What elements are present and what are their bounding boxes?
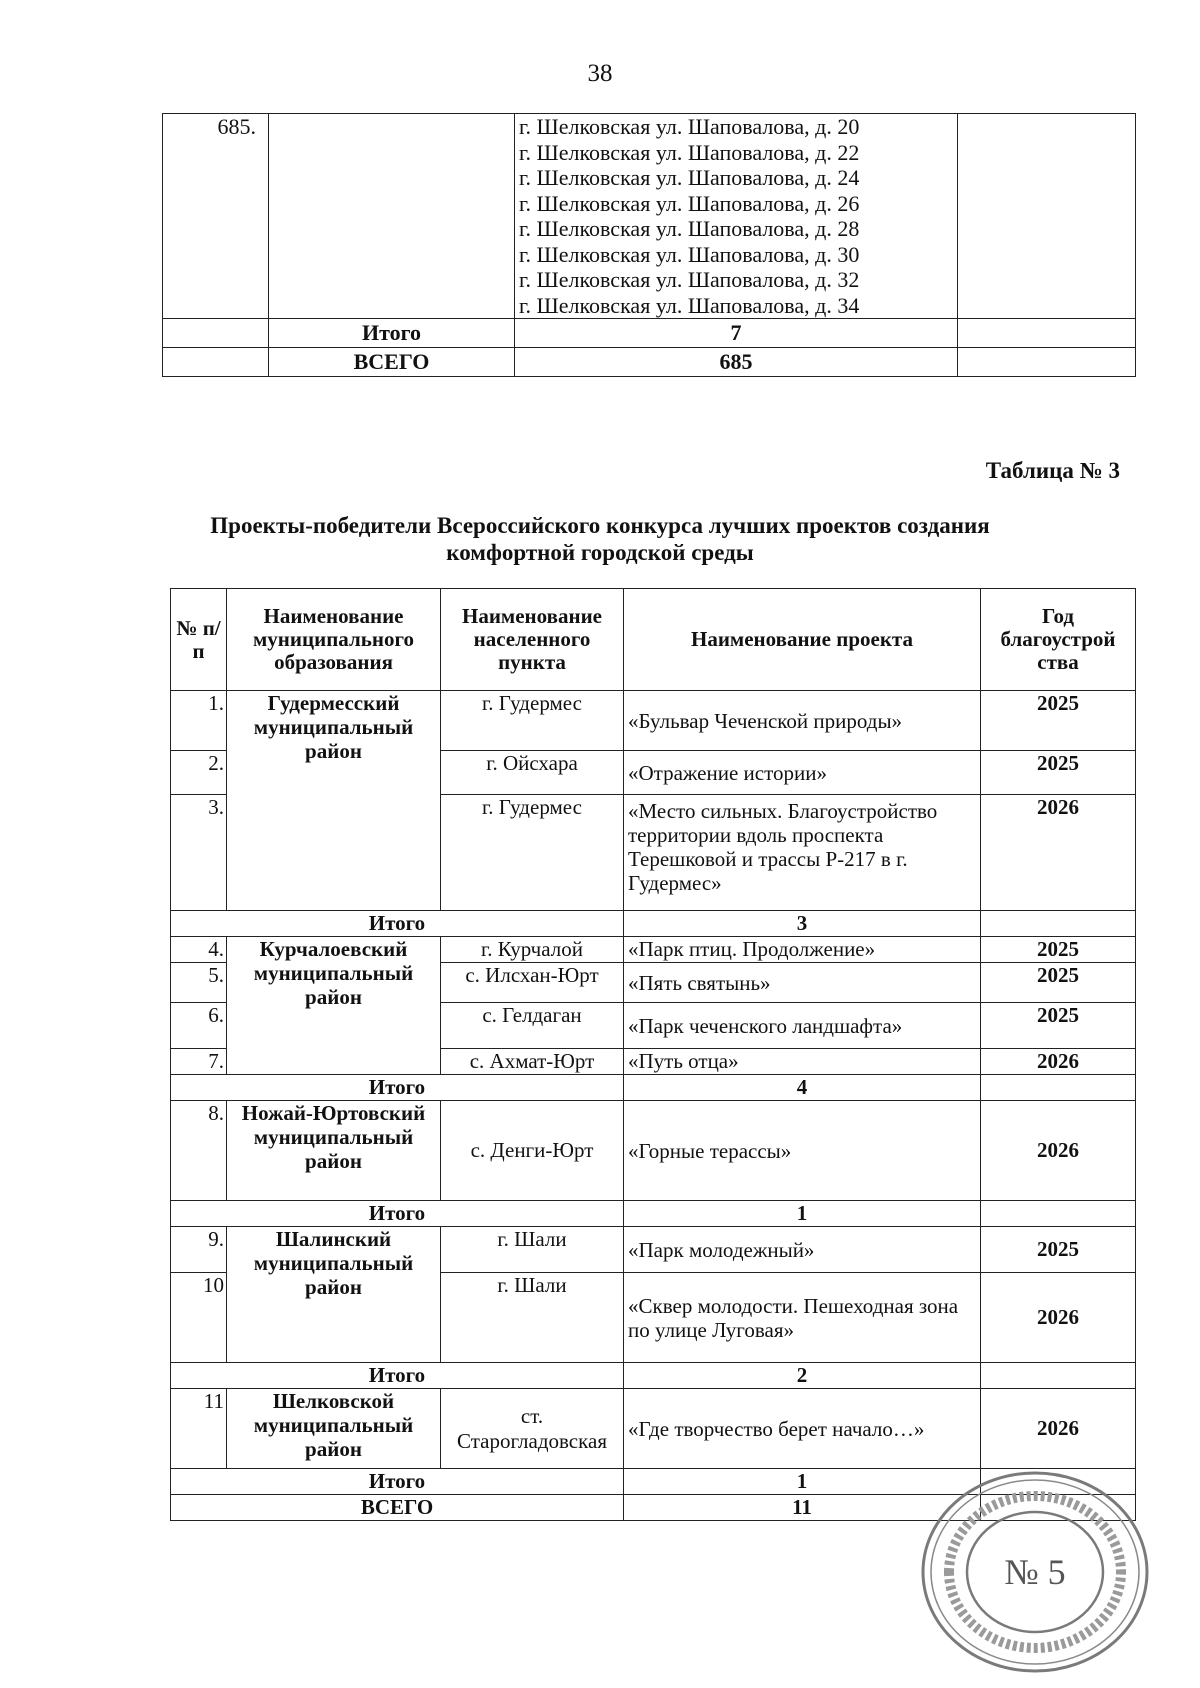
year-cell: 2026: [981, 1389, 1136, 1469]
empty-cell: [981, 911, 1136, 937]
table-title: Проекты-победители Всероссийского конкурса лучших проектов создания комфортной городской среды: [210, 513, 990, 565]
settlement-cell: г. Гудермес: [441, 795, 624, 911]
subtotal-label: Итого: [171, 1201, 624, 1227]
project-cell: «Пять святынь»: [624, 963, 981, 1003]
row-number: 8.: [171, 1101, 227, 1201]
settlement-cell: г. Гудермес: [441, 691, 624, 751]
page-number: 38: [587, 60, 613, 87]
address-line: г. Шелковская ул. Шаповалова, д. 26: [519, 190, 860, 216]
header-municipality: Наименование муниципального образования: [227, 589, 441, 691]
municipality-cell: Шелковской муниципальный район: [227, 1389, 441, 1469]
row-number: 9.: [171, 1227, 227, 1273]
header-project: Наименование проекта: [624, 589, 981, 691]
subtotal-label: Итого: [269, 319, 515, 348]
total-row: [163, 348, 1136, 377]
address-line: г. Шелковская ул. Шаповалова, д. 32: [519, 267, 860, 292]
subtotal-value: 1: [624, 1201, 981, 1227]
subtotal-value: 1: [624, 1469, 981, 1495]
row-number: 5.: [171, 963, 227, 1003]
year-cell: 2026: [981, 1273, 1136, 1363]
municipality-cell: Шалинский муниципальный район: [227, 1227, 441, 1363]
address-line: г. Шелковская ул. Шаповалова, д. 22: [519, 139, 860, 165]
empty-cell: [163, 319, 269, 348]
address-line: г. Шелковская ул. Шаповалова, д. 20: [519, 114, 860, 139]
project-cell: «Место сильных. Благоустройство территории вдоль проспекта Терешковой и трассы Р-217 в г. Гудермес»: [624, 795, 981, 911]
row-number: 10: [171, 1273, 227, 1363]
row-number: 6.: [171, 1003, 227, 1049]
municipality-cell: Ножай-Юртовский муниципальный район: [227, 1101, 441, 1201]
project-cell: «Парк молодежный»: [624, 1227, 981, 1273]
settlement-cell: с. Гелдаган: [441, 1003, 624, 1049]
address-line: г. Шелковская ул. Шаповалова, д. 28: [519, 216, 860, 241]
subtotal-label: Итого: [171, 1363, 624, 1389]
project-cell: «Парк чеченского ландшафта»: [624, 1003, 981, 1049]
empty-cell: [981, 1363, 1136, 1389]
address-list: [515, 114, 958, 319]
row-number: 4.: [171, 937, 227, 963]
subtotal-value: 7: [515, 319, 958, 348]
municipality-cell: Гудермесский муниципальный район: [227, 691, 441, 911]
table-row: [163, 114, 1136, 319]
row-number: 7.: [171, 1049, 227, 1075]
empty-cell: [269, 114, 515, 319]
table-row: [171, 691, 1136, 751]
subtotal-row: [171, 1201, 1136, 1227]
row-number: 685.: [163, 114, 269, 319]
project-cell: «Горные терассы»: [624, 1101, 981, 1201]
project-cell: «Путь отца»: [624, 1049, 981, 1075]
project-cell: «Бульвар Чеченской природы»: [624, 691, 981, 751]
project-cell: «Где творчество берет начало…»: [624, 1389, 981, 1469]
subtotal-label: Итого: [171, 1075, 624, 1101]
empty-cell: [958, 348, 1136, 377]
header-row: [171, 589, 1136, 691]
address-line: г. Шелковская ул. Шаповалова, д. 34: [519, 292, 860, 318]
row-number: 2.: [171, 751, 227, 795]
empty-cell: [163, 348, 269, 377]
total-label: ВСЕГО: [269, 348, 515, 377]
settlement-cell: ст. Старогладовская: [441, 1389, 624, 1469]
subtotal-label: Итого: [171, 911, 624, 937]
year-cell: 2025: [981, 1227, 1136, 1273]
row-number: 3.: [171, 795, 227, 911]
subtotal-row: [163, 319, 1136, 348]
settlement-cell: г. Шали: [441, 1227, 624, 1273]
year-cell: 2026: [981, 1101, 1136, 1201]
address-line: г. Шелковская ул. Шаповалова, д. 24: [519, 165, 860, 190]
table-row: [171, 1101, 1136, 1201]
municipality-cell: Курчалоевский муниципальный район: [227, 937, 441, 1075]
settlement-cell: с. Илсхан-Юрт: [441, 963, 624, 1003]
settlement-cell: с. Денги-Юрт: [441, 1101, 624, 1201]
year-cell: 2025: [981, 1003, 1136, 1049]
year-cell: 2026: [981, 1049, 1136, 1075]
addresses-table-continuation: [162, 113, 1136, 377]
year-cell: 2025: [981, 937, 1136, 963]
subtotal-row: [171, 1363, 1136, 1389]
settlement-cell: с. Ахмат-Юрт: [441, 1049, 624, 1075]
subtotal-row: [171, 1075, 1136, 1101]
address-line: г. Шелковская ул. Шаповалова, д. 30: [519, 241, 860, 267]
project-cell: «Отражение истории»: [624, 751, 981, 795]
subtotal-value: 2: [624, 1363, 981, 1389]
table-label: Таблица № 3: [985, 458, 1120, 483]
subtotal-value: 3: [624, 911, 981, 937]
header-settlement: Наименование населенного пункта: [441, 589, 624, 691]
total-value: 685: [515, 348, 958, 377]
empty-cell: [958, 319, 1136, 348]
settlement-cell: г. Курчалой: [441, 937, 624, 963]
year-cell: 2025: [981, 963, 1136, 1003]
table-row: [171, 1227, 1136, 1273]
header-year: Год благоустрой ства: [981, 589, 1136, 691]
projects-table: [170, 588, 1136, 1521]
project-cell: «Парк птиц. Продолжение»: [624, 937, 981, 963]
seal-number: № 5: [1004, 1552, 1066, 1592]
project-cell: «Сквер молодости. Пешеходная зона по улице Луговая»: [624, 1273, 981, 1363]
year-cell: 2025: [981, 751, 1136, 795]
subtotal-label: Итого: [171, 1469, 624, 1495]
subtotal-value: 4: [624, 1075, 981, 1101]
empty-cell: [981, 1201, 1136, 1227]
total-value: 11: [624, 1495, 981, 1521]
subtotal-row: [171, 911, 1136, 937]
empty-cell: [958, 114, 1136, 319]
settlement-cell: г. Ойсхара: [441, 751, 624, 795]
year-cell: 2026: [981, 795, 1136, 911]
table-row: [171, 937, 1136, 963]
row-number: 1.: [171, 691, 227, 751]
row-number: 11: [171, 1389, 227, 1469]
table-row: [171, 1389, 1136, 1469]
total-label: ВСЕГО: [171, 1495, 624, 1521]
header-num: № п/п: [171, 589, 227, 691]
settlement-cell: г. Шали: [441, 1273, 624, 1363]
empty-cell: [981, 1075, 1136, 1101]
year-cell: 2025: [981, 691, 1136, 751]
official-seal: [920, 1470, 1150, 1675]
